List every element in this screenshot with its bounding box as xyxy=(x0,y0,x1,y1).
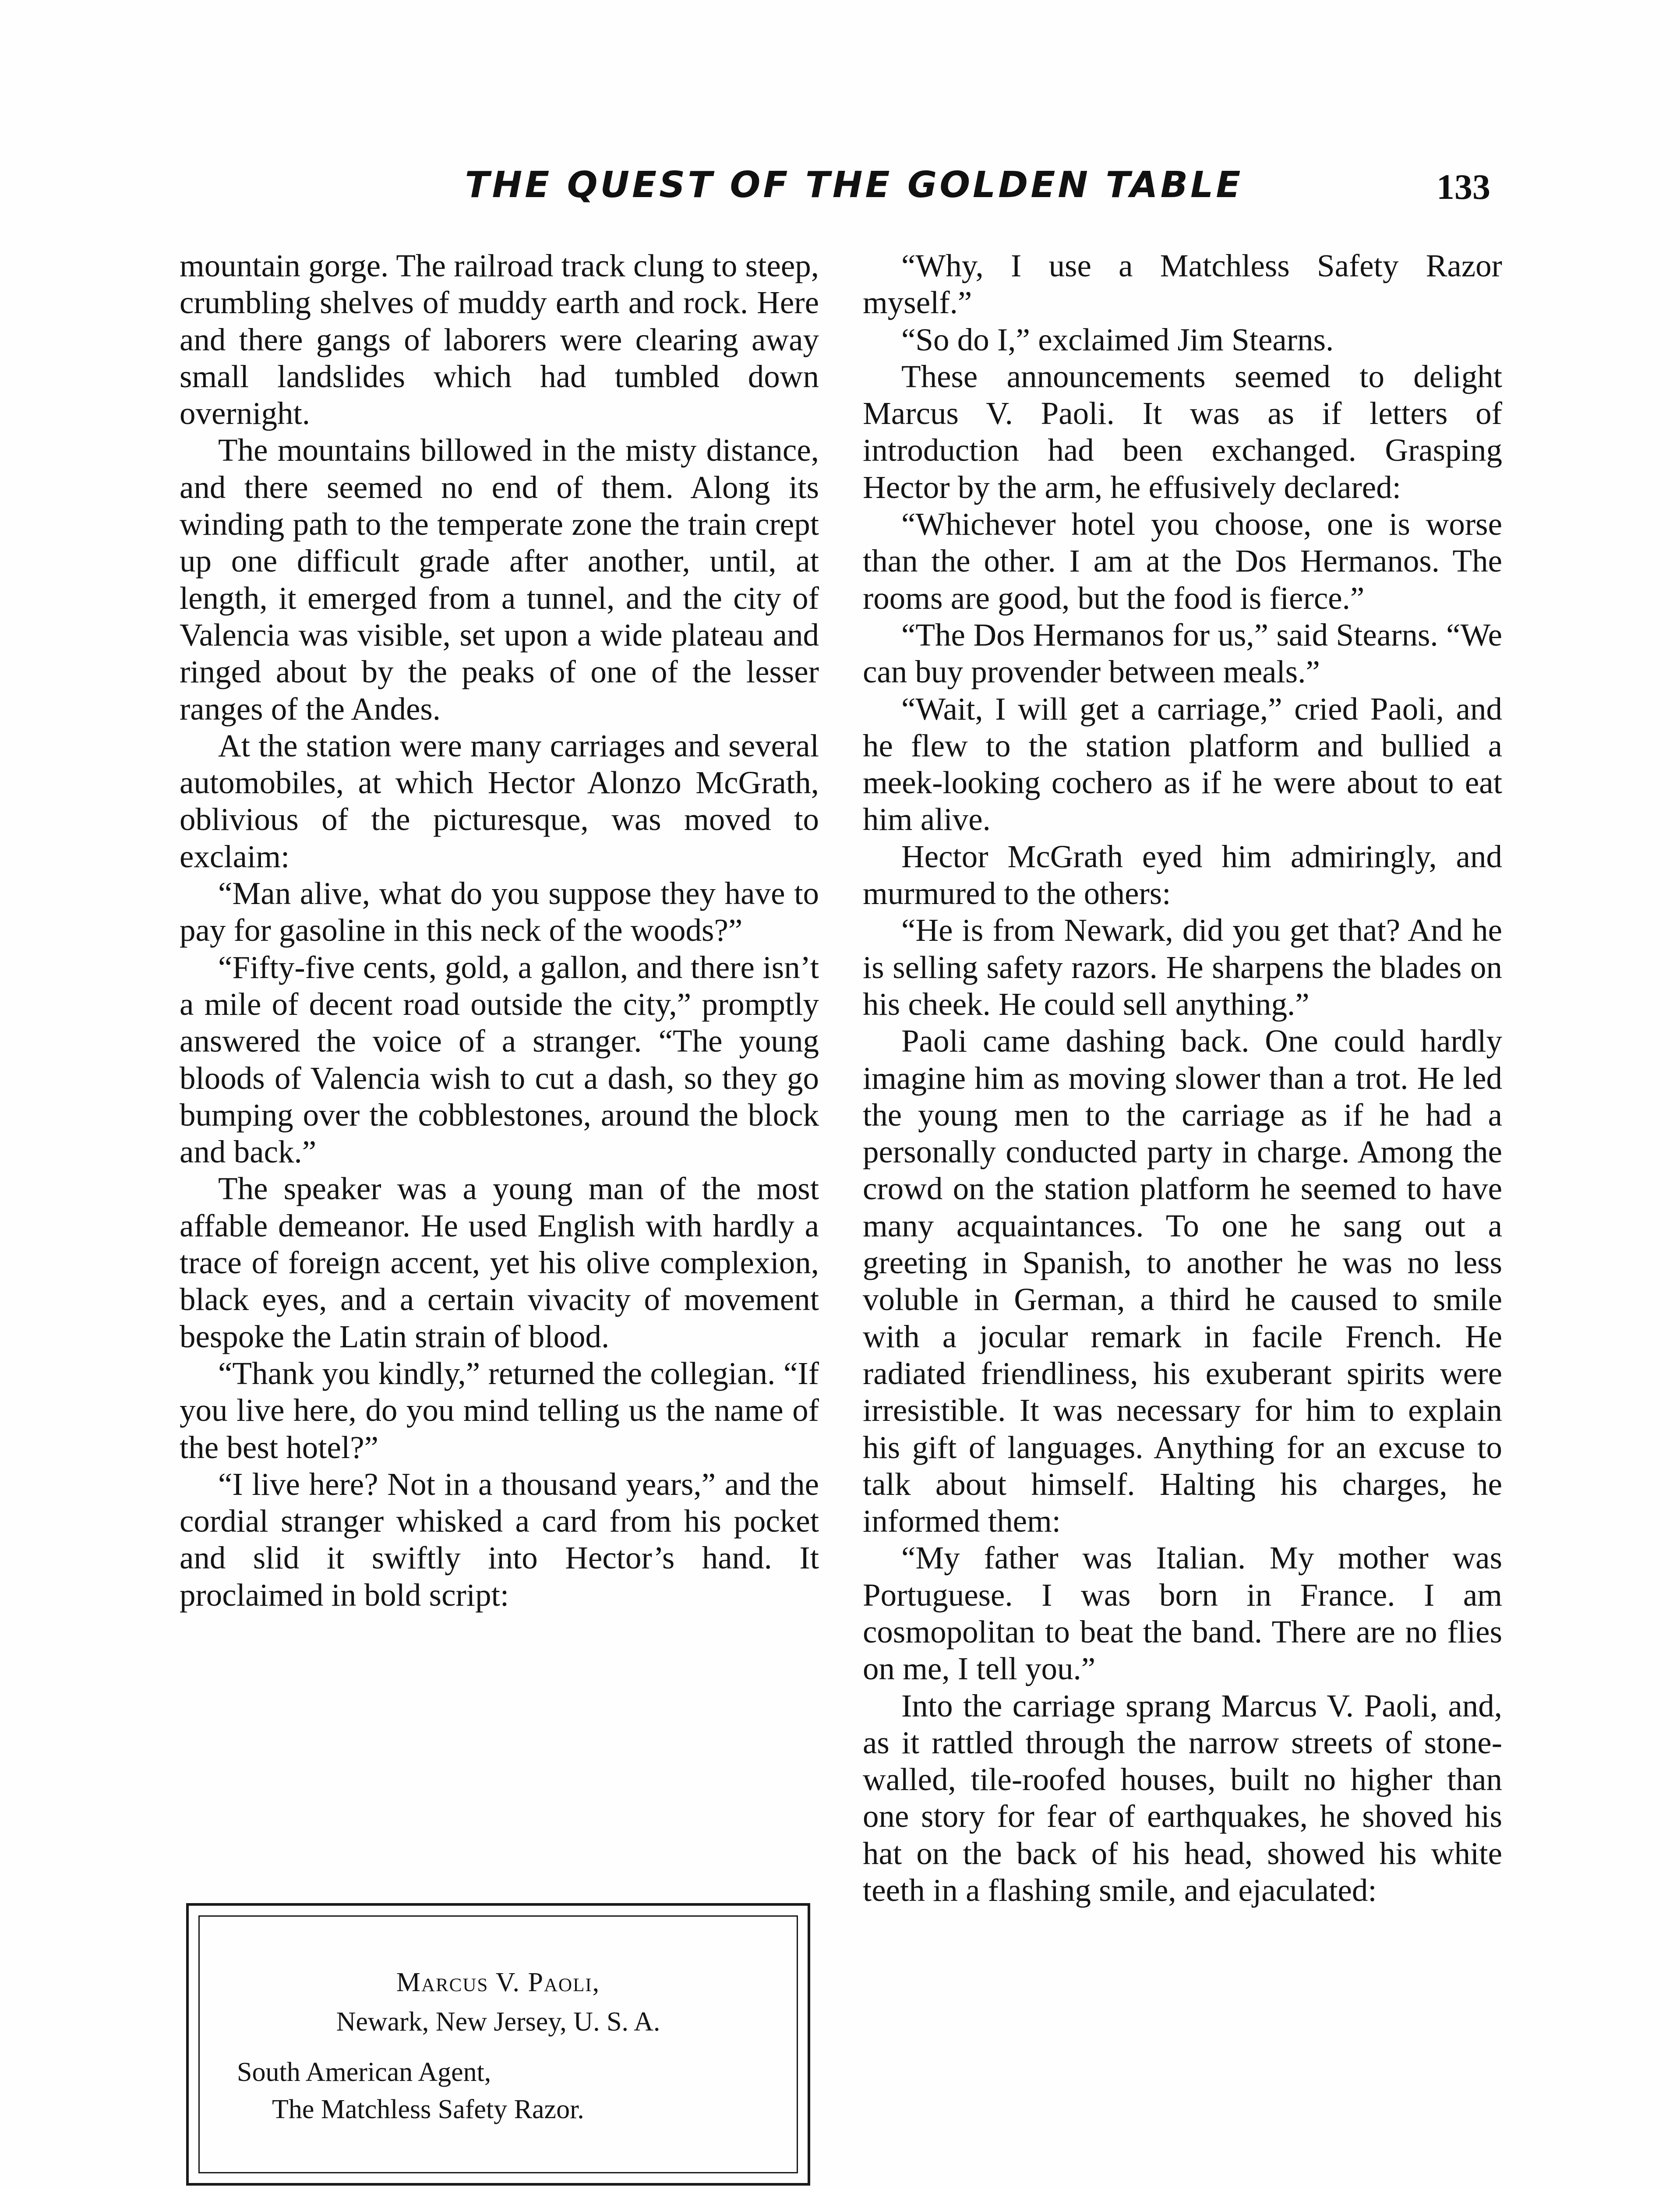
paragraph: Paoli came dashing back. One could hardly imagine him as moving slower than a trot. He led the young men to the carriage as if he had a personally conducted party in charge. Among the crowd on the station platform he seemed to have many acquaintances. To one he sang out a greeting in Spanish, to another he was no less voluble in German, a third he caused to smile with a jocular remark in facile French. He radiated friendliness, his exuberant spirits were irresistible. It was necessary for him to explain his gift of languages. Anything for an excuse to talk about himself. Halting his charges, he informed them: xyxy=(863,1023,1502,1539)
paragraph: At the station were many carriages and several automobiles, at which Hector Alonzo McGrath, oblivious of the picturesque, was moved to exclaim: xyxy=(180,728,819,874)
paragraph: “My father was Italian. My mother was Portuguese. I was born in France. I am cosmopolitan to beat the band. There are no flies on me, I tell you.” xyxy=(863,1540,1502,1687)
paragraph: “The Dos Hermanos for us,” said Stearns. “We can buy provender between meals.” xyxy=(863,617,1502,690)
card-address: Newark, New Jersey, U. S. A. xyxy=(336,2007,660,2037)
paragraph: Hector McGrath eyed him admiringly, and murmured to the others: xyxy=(863,838,1502,911)
page-number: 133 xyxy=(1436,167,1490,207)
card-name: Marcus V. Paoli, xyxy=(396,1967,600,1997)
paragraph: “Man alive, what do you suppose they have to pay for gasoline in this neck of the woods?” xyxy=(180,876,819,948)
paragraph: “Fifty-five cents, gold, a gallon, and there isn’t a mile of decent road outside the city,” promptly answered the voice of a stranger. “The young bloods of Valencia wish to cut a dash, so they go bumping over the cobblestones, around the block and back.” xyxy=(180,949,819,1170)
running-title: THE QUEST OF THE GOLDEN TABLE xyxy=(465,164,1243,206)
business-card-inner-frame xyxy=(198,1915,798,2173)
paragraph: These announcements seemed to delight Marcus V. Paoli. It was as if letters of introduction had been exchanged. Grasping Hector by the arm, he effusively declared: xyxy=(863,358,1502,505)
paragraph: The mountains billowed in the misty distance, and there seemed no end of them. Along its winding path to the temperate zone the train crept up one difficult grade after another, until, at length, it emerged from a tunnel, and the city of Valencia was visible, set upon a wide plateau and ringed about by the peaks of one of the lesser ranges of the Andes. xyxy=(180,432,819,727)
paragraph: “Whichever hotel you choose, one is worse than the other. I am at the Dos Hermanos. The rooms are good, but the food is fierce.” xyxy=(863,506,1502,616)
business-card xyxy=(186,1903,810,2186)
paragraph: “He is from Newark, did you get that? And he is selling safety razors. He sharpens the blades on his cheek. He could sell anything.” xyxy=(863,912,1502,1022)
right-column xyxy=(863,247,1502,1909)
paragraph: “So do I,” exclaimed Jim Stearns. xyxy=(901,321,1334,357)
paragraph: mountain gorge. The railroad track clung to steep, crumbling shelves of muddy earth and rock. Here and there gangs of laborers were clearing away small landslides which had tumbled down overnight. xyxy=(180,248,819,431)
paragraph: Into the carriage sprang Marcus V. Paoli, and, as it rattled through the narrow streets of stone-walled, tile-roofed houses, built no higher than one story for fear of earthquakes, he shoved his hat on the back of his head, showed his white teeth in a flashing smile, and ejaculated: xyxy=(863,1688,1502,1908)
paragraph: “I live here? Not in a thousand years,” and the cordial stranger whisked a card from his pocket and slid it swiftly into Hector’s hand. It proclaimed in bold script: xyxy=(180,1466,819,1613)
paragraph: “Thank you kindly,” returned the collegian. “If you live here, do you mind telling us the name of the best hotel?” xyxy=(180,1355,819,1465)
paragraph: “Wait, I will get a carriage,” cried Paoli, and he flew to the station platform and bullied a meek-looking cochero as if he were about to eat him alive. xyxy=(863,691,1502,837)
paragraph: The speaker was a young man of the most affable demeanor. He used English with hardly a trace of foreign accent, yet his olive complexion, black eyes, and a certain vivacity of movement bespoke the Latin strain of blood. xyxy=(180,1171,819,1354)
paragraph: “Why, I use a Matchless Safety Razor myself.” xyxy=(863,248,1502,321)
card-role-line-1: South American Agent, xyxy=(237,2057,491,2087)
left-column xyxy=(180,247,819,1614)
card-role-line-2: The Matchless Safety Razor. xyxy=(272,2095,584,2124)
